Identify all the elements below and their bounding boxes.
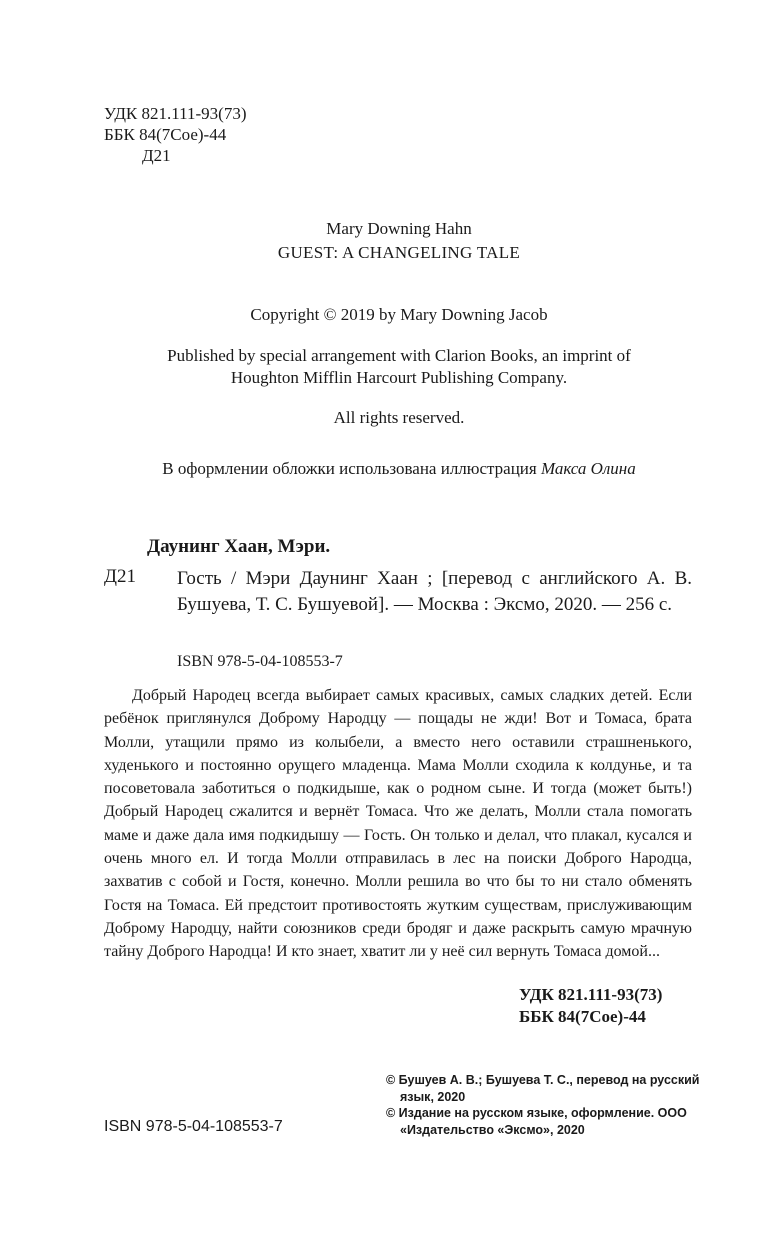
cover-illustrator: Макса Олина <box>540 459 636 478</box>
copyright-notices <box>386 1072 706 1138</box>
isbn-bottom: ISBN 978-5-04-108553-7 <box>104 1118 283 1135</box>
bibliographic-isbn: ISBN 978-5-04-108553-7 <box>177 653 343 670</box>
classification-top <box>104 103 246 166</box>
cover-note <box>0 458 768 480</box>
original-author: Mary Downing Hahn <box>326 219 472 238</box>
publisher-line-1: Published by special arrangement with Clarion Books, an imprint of <box>167 346 631 365</box>
bbk-code: ББК 84(7Сое)-44 <box>104 125 227 144</box>
udk-code: УДК 821.111-93(73) <box>104 104 247 123</box>
bibliographic-heading: Даунинг Хаан, Мэри. <box>147 536 331 557</box>
original-copyright: Copyright © 2019 by Mary Downing Jacob <box>250 305 548 324</box>
rights-reserved: All rights reserved. <box>333 408 465 427</box>
publisher-line-2: Houghton Mifflin Harcourt Publishing Company. <box>230 368 568 387</box>
bibliographic-code: Д21 <box>104 566 136 587</box>
translation-copyright: © Бушуев А. В.; Бушуева Т. С., перевод на русский язык, 2020 <box>386 1073 700 1104</box>
udk-code-bottom: УДК 821.111-93(73) <box>519 985 663 1004</box>
bbk-code-bottom: ББК 84(7Сое)-44 <box>519 1007 646 1026</box>
cover-note-prefix: В оформлении обложки использована иллюстрация <box>162 459 537 478</box>
edition-copyright: © Издание на русском языке, оформление. ООО «Издательство «Эксмо», 2020 <box>386 1106 687 1137</box>
annotation: Добрый Народец всегда выбирает самых красивых, самых сладких детей. Если ребёнок приглянулся Доброму Народцу — пощады не жди! Вот и Томаса, брата Молли, утащили прямо из колыбели, а вместо него оставили страшненького, худенького и постоянно орущего младенца. Мама Молли сходила к колдунье, и та посоветовала заботиться о подкидыше, как о родном сыне. И тогда (может быть!) Добрый Народец сжалится и вернёт Томаса. Что же делать, Молли стала помогать маме и даже дала имя подкидышу — Гость. Он только и делал, что плакал, кусался и очень много ел. И тогда Молли отправилась в лес на поиски Доброго Народца, захватив с собой и Гостя, конечно. Молли решила во что бы то ни стало обменять Гостя на Томаса. Ей предстоит противостоять жутким существам, прислуживающим Доброму Народцу, найти союзников среди бродяг и даже раскрыть самую мрачную тайну Доброго Народца! И кто знает, хватит ли у неё сил вернуть Томаса домой... <box>104 687 692 961</box>
classification-bottom <box>519 984 662 1028</box>
publisher-note <box>0 345 768 389</box>
author-code: Д21 <box>142 146 171 165</box>
bibliographic-entry: Гость / Мэри Даунинг Хаан ; [перевод с английского А. В. Бушуева, Т. С. Бушуевой]. — Москва : Эксмо, 2020. — 256 с. <box>177 568 692 615</box>
original-title: GUEST: A CHANGELING TALE <box>277 243 521 262</box>
